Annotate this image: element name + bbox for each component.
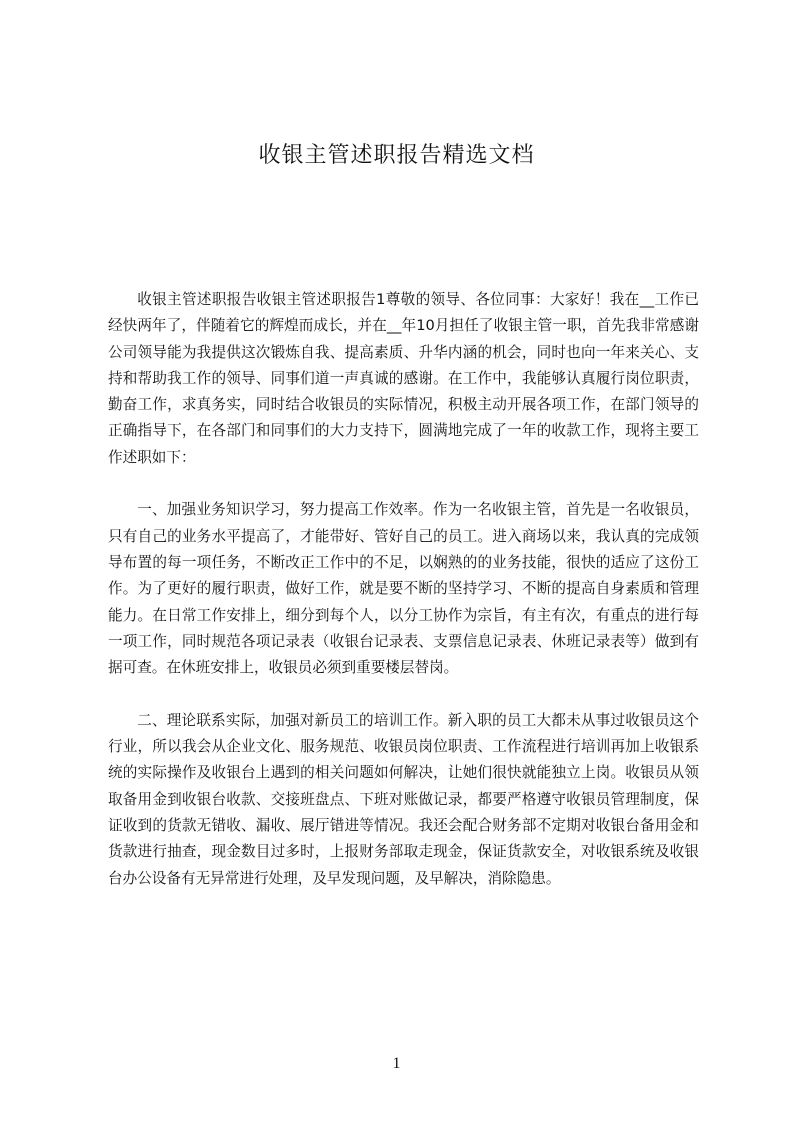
paragraph-section-one: 一、加强业务知识学习，努力提高工作效率。作为一名收银主管，首先是一名收银员，只有自己的业务水平提高了，才能带好、管好自己的员工。进入商场以来，我认真的完成领导布置的每一项任务，不断改正工作中的不足，以娴熟的的业务技能，很快的适应了这份工作。为了更好的履行职责，做好工作，就是要不断的坚持学习、不断的提高自身素质和管理能力。在日常工作安排上，细分到每个人，以分工协作为宗旨，有主有次，有重点的进行每一项工作，同时规范各项记录表（收银台记录表、支票信息记录表、休班记录表等）做到有据可查。在休班安排上，收银员必须到重要楼层替岗。 [108, 501, 699, 677]
page-number: 1 [392, 1055, 401, 1072]
document-body [108, 287, 699, 918]
paragraph-intro: 收银主管述职报告收银主管述职报告1尊敬的领导、各位同事：大家好！我在__工作已经快两年了，伴随着它的辉煌而成长，并在__年10月担任了收银主管一职，首先我非常感谢公司领导能为我提供这次锻炼自我、提高素质、升华内涵的机会，同时也向一年来关心、支持和帮助我工作的领导、同事们道一声真诚的感谢。在工作中，我能够认真履行岗位职责，勤奋工作，求真务实，同时结合收银员的实际情况，积极主动开展各项工作，在部门领导的正确指导下，在各部门和同事们的大力支持下，圆满地完成了一年的收款工作，现将主要工作述职如下： [108, 291, 699, 466]
document-title: 收银主管述职报告精选文档 [258, 143, 535, 168]
paragraph-section-two: 二、理论联系实际，加强对新员工的培训工作。新入职的员工大都未从事过收银员这个行业，所以我会从企业文化、服务规范、收银员岗位职责、工作流程进行培训再加上收银系统的实际操作及收银台上遇到的相关问题如何解决，让她们很快就能独立上岗。收银员从领取备用金到收银台收款、交接班盘点、下班对账做记录，都要严格遵守收银员管理制度，保证收到的货款无错收、漏收、展厅错进等情况。我还会配合财务部不定期对收银台备用金和货款进行抽查，现金数目过多时，上报财务部取走现金，保证货款安全，对收银系统及收银台办公设备有无异常进行处理，及早发现问题，及早解决，消除隐患。 [108, 711, 699, 887]
